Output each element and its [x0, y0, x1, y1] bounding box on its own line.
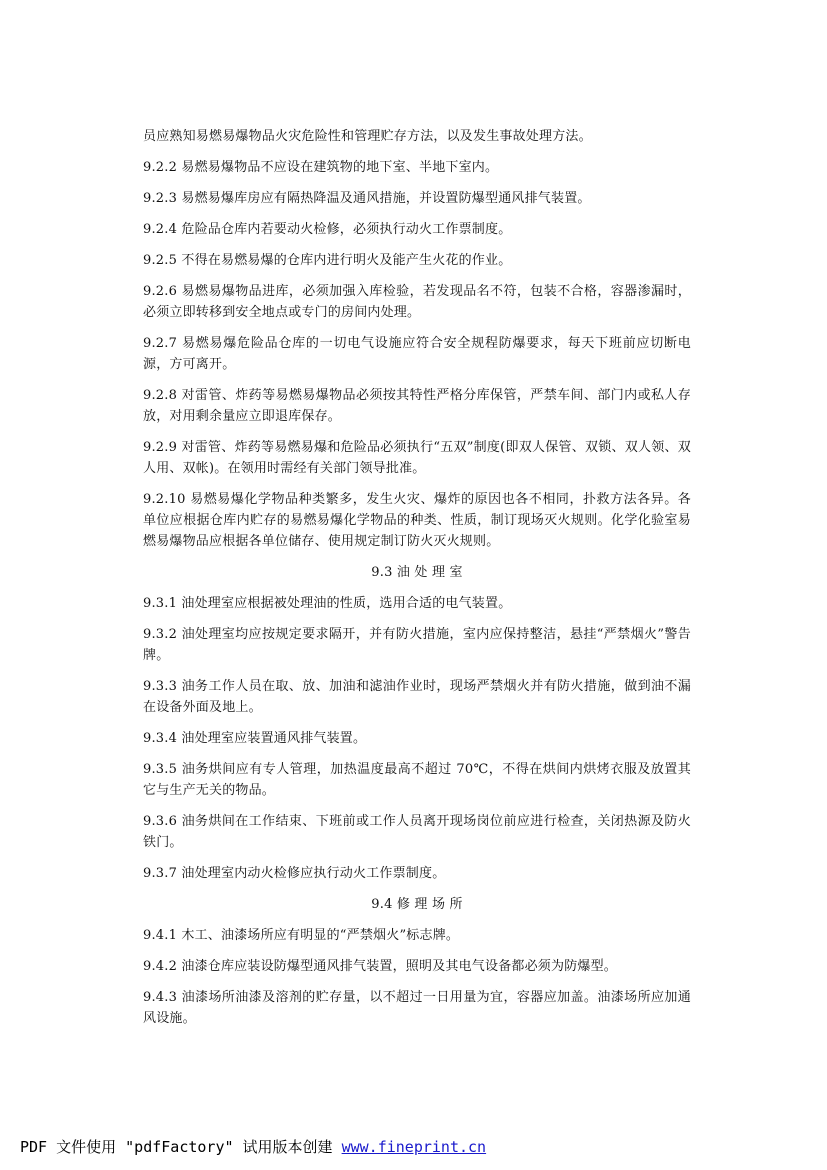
clause-9-2-2: 9.2.2 易燃易爆物品不应设在建筑物的地下室、半地下室内。 [143, 160, 499, 175]
clause-9-2-5: 9.2.5 不得在易燃易爆的仓库内进行明火及能产生火花的作业。 [143, 253, 512, 268]
clause-9-4-3: 9.4.3 油漆场所油漆及溶剂的贮存量，以不超过一日用量为宜，容器应加盖。油漆场所应加通风设施。 [143, 990, 691, 1026]
section-heading-9-3: 9.3 油 处 理 室 [371, 565, 463, 580]
clause-9-2-9: 9.2.9 对雷管、炸药等易燃易爆和危险品必须执行“五双”制度(即双人保管、双锁、双人领、双人用、双帐)。在领用时需经有关部门领导批准。 [143, 440, 691, 476]
document-body [143, 126, 691, 1039]
section-heading-9-4: 9.4 修 理 场 所 [371, 897, 463, 912]
clause-9-3-2: 9.3.2 油处理室均应按规定要求隔开，并有防火措施，室内应保持整洁，悬挂“严禁烟火”警告牌。 [143, 627, 691, 663]
clause-9-2-3: 9.2.3 易燃易爆库房应有隔热降温及通风措施，并设置防爆型通风排气装置。 [143, 191, 591, 206]
footer-text: PDF 文件使用 "pdfFactory" 试用版本创建 [20, 1138, 342, 1156]
clause-9-2-10: 9.2.10 易燃易爆化学物品种类繁多，发生火灾、爆炸的原因也各不相同，扑救方法各异。各单位应根据仓库内贮存的易燃易爆化学物品的种类、性质，制订现场灭火规则。化学化验室易燃易爆物品应根据各单位储存、使用规定制订防火灭火规则。 [143, 492, 691, 549]
clause-9-2-4: 9.2.4 危险品仓库内若要动火检修，必须执行动火工作票制度。 [143, 222, 512, 237]
clause-9-3-6: 9.3.6 油务烘间在工作结束、下班前或工作人员离开现场岗位前应进行检查，关闭热源及防火铁门。 [143, 814, 691, 850]
clause-9-3-3: 9.3.3 油务工作人员在取、放、加油和滤油作业时，现场严禁烟火并有防火措施，做到油不漏在设备外面及地上。 [143, 679, 691, 715]
clause-9-2-6: 9.2.6 易燃易爆物品进库，必须加强入库检验，若发现品名不符，包装不合格，容器渗漏时，必须立即转移到安全地点或专门的房间内处理。 [143, 284, 691, 320]
fineprint-link[interactable]: www.fineprint.cn [341, 1138, 487, 1156]
clause-9-4-2: 9.4.2 油漆仓库应装设防爆型通风排气装置，照明及其电气设备都必须为防爆型。 [143, 959, 618, 974]
clause-9-3-4: 9.3.4 油处理室应装置通风排气装置。 [143, 731, 367, 746]
clause-9-4-1: 9.4.1 木工、油漆场所应有明显的“严禁烟火”标志牌。 [143, 928, 460, 943]
clause-9-3-7: 9.3.7 油处理室内动火检修应执行动火工作票制度。 [143, 866, 446, 881]
clause-9-2-8: 9.2.8 对雷管、炸药等易燃易爆物品必须按其特性严格分库保管，严禁车间、部门内或私人存放，对用剩余量应立即退库保存。 [143, 388, 691, 424]
clause-9-3-1: 9.3.1 油处理室应根据被处理油的性质，选用合适的电气装置。 [143, 596, 512, 611]
clause-9-2-7: 9.2.7 易燃易爆危险品仓库的一切电气设施应符合安全规程防爆要求，每天下班前应切断电源，方可离开。 [143, 336, 691, 372]
intro-paragraph: 员应熟知易燃易爆物品火灾危险性和管理贮存方法，以及发生事故处理方法。 [143, 129, 592, 144]
clause-9-3-5: 9.3.5 油务烘间应有专人管理，加热温度最高不超过 70℃，不得在烘间内烘烤衣服及放置其它与生产无关的物品。 [143, 762, 691, 798]
pdf-footer [20, 1136, 486, 1157]
